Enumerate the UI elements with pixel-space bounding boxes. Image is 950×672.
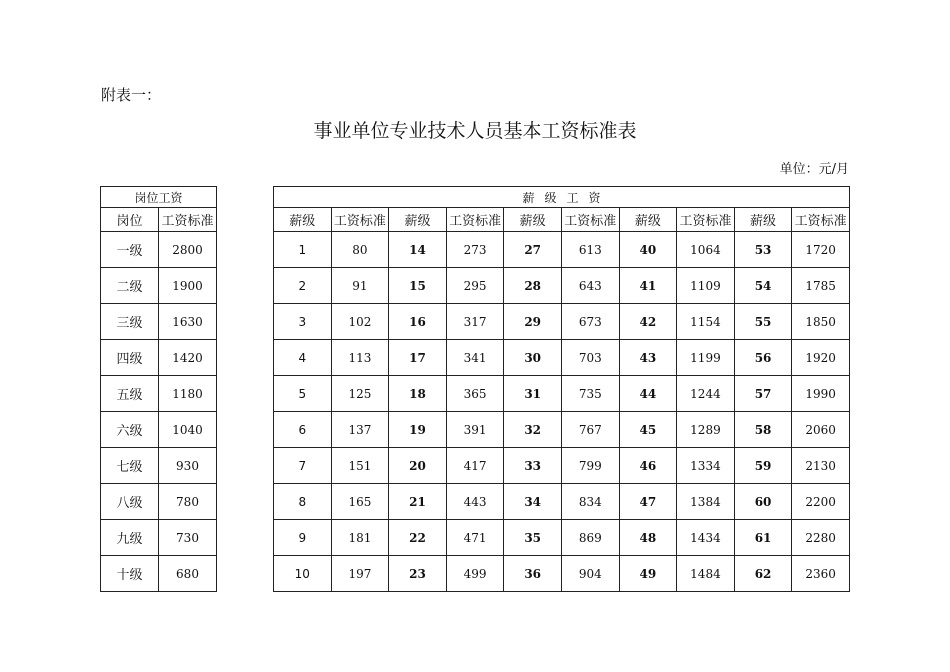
grade-salary-cell: 1484 bbox=[677, 556, 735, 592]
table-row bbox=[274, 412, 850, 448]
grade-cell: 57 bbox=[734, 376, 792, 412]
unit-note: 单位：元/月 bbox=[779, 162, 849, 177]
column-header-standard: 工资标准 bbox=[446, 208, 504, 232]
table-row bbox=[101, 304, 217, 340]
grade-salary-cell: 2280 bbox=[792, 520, 850, 556]
table-row bbox=[101, 520, 217, 556]
grade-salary-cell: 834 bbox=[561, 484, 619, 520]
table-row bbox=[274, 304, 850, 340]
grade-cell: 4 bbox=[274, 340, 332, 376]
table-row bbox=[274, 520, 850, 556]
post-level-cell: 三级 bbox=[101, 304, 159, 340]
grade-salary-cell: 273 bbox=[446, 232, 504, 268]
column-header-standard: 工资标准 bbox=[331, 208, 389, 232]
grade-salary-cell: 1384 bbox=[677, 484, 735, 520]
grade-salary-cell: 165 bbox=[331, 484, 389, 520]
grade-cell: 8 bbox=[274, 484, 332, 520]
column-header-standard: 工资标准 bbox=[677, 208, 735, 232]
grade-cell: 15 bbox=[389, 268, 447, 304]
post-level-cell: 十级 bbox=[101, 556, 159, 592]
grade-cell: 6 bbox=[274, 412, 332, 448]
grade-cell: 42 bbox=[619, 304, 677, 340]
grade-cell: 60 bbox=[734, 484, 792, 520]
grade-cell: 33 bbox=[504, 448, 562, 484]
grade-salary-cell: 1289 bbox=[677, 412, 735, 448]
grade-salary-cell: 125 bbox=[331, 376, 389, 412]
grade-cell: 46 bbox=[619, 448, 677, 484]
table-row bbox=[274, 340, 850, 376]
grade-cell: 31 bbox=[504, 376, 562, 412]
post-group-header: 岗位工资 bbox=[101, 187, 217, 208]
grade-salary-cell: 1434 bbox=[677, 520, 735, 556]
table-row bbox=[274, 376, 850, 412]
grade-salary-cell: 2360 bbox=[792, 556, 850, 592]
grade-salary-cell: 1154 bbox=[677, 304, 735, 340]
column-header-standard: 工资标准 bbox=[561, 208, 619, 232]
table-row bbox=[101, 448, 217, 484]
grade-salary-cell: 417 bbox=[446, 448, 504, 484]
grade-salary-cell: 2130 bbox=[792, 448, 850, 484]
grade-salary-cell: 1785 bbox=[792, 268, 850, 304]
grade-salary-cell: 1199 bbox=[677, 340, 735, 376]
grade-salary-cell: 499 bbox=[446, 556, 504, 592]
table-row bbox=[101, 376, 217, 412]
grade-cell: 30 bbox=[504, 340, 562, 376]
post-salary-cell: 2800 bbox=[159, 232, 217, 268]
post-level-cell: 七级 bbox=[101, 448, 159, 484]
column-header-standard: 工资标准 bbox=[159, 208, 217, 232]
column-header-grade: 薪级 bbox=[504, 208, 562, 232]
grade-cell: 5 bbox=[274, 376, 332, 412]
column-header-post: 岗位 bbox=[101, 208, 159, 232]
table-row bbox=[101, 268, 217, 304]
grade-salary-cell: 341 bbox=[446, 340, 504, 376]
grade-salary-cell: 869 bbox=[561, 520, 619, 556]
grade-cell: 17 bbox=[389, 340, 447, 376]
grade-cell: 35 bbox=[504, 520, 562, 556]
column-header-grade: 薪级 bbox=[619, 208, 677, 232]
table-row bbox=[101, 484, 217, 520]
grade-salary-cell: 799 bbox=[561, 448, 619, 484]
post-level-cell: 九级 bbox=[101, 520, 159, 556]
post-salary-cell: 1180 bbox=[159, 376, 217, 412]
grade-cell: 7 bbox=[274, 448, 332, 484]
post-level-cell: 五级 bbox=[101, 376, 159, 412]
table-row bbox=[101, 556, 217, 592]
grade-salary-cell: 904 bbox=[561, 556, 619, 592]
post-level-cell: 一级 bbox=[101, 232, 159, 268]
grade-cell: 23 bbox=[389, 556, 447, 592]
grade-salary-cell: 1064 bbox=[677, 232, 735, 268]
table-row bbox=[101, 340, 217, 376]
grade-cell: 9 bbox=[274, 520, 332, 556]
grade-salary-cell: 767 bbox=[561, 412, 619, 448]
grade-cell: 40 bbox=[619, 232, 677, 268]
grade-salary-cell: 1990 bbox=[792, 376, 850, 412]
grade-salary-cell: 151 bbox=[331, 448, 389, 484]
post-level-cell: 六级 bbox=[101, 412, 159, 448]
grade-salary-cell: 1850 bbox=[792, 304, 850, 340]
grade-salary-cell: 735 bbox=[561, 376, 619, 412]
grade-salary-cell: 102 bbox=[331, 304, 389, 340]
grade-salary-cell: 443 bbox=[446, 484, 504, 520]
grade-cell: 10 bbox=[274, 556, 332, 592]
grade-cell: 22 bbox=[389, 520, 447, 556]
grade-salary-cell: 1720 bbox=[792, 232, 850, 268]
grade-cell: 56 bbox=[734, 340, 792, 376]
grade-salary-cell: 703 bbox=[561, 340, 619, 376]
grade-cell: 44 bbox=[619, 376, 677, 412]
figure-label: 附表一： bbox=[101, 86, 162, 104]
grade-salary-cell: 113 bbox=[331, 340, 389, 376]
grade-salary-cell: 673 bbox=[561, 304, 619, 340]
post-level-cell: 二级 bbox=[101, 268, 159, 304]
grade-salary-cell: 2060 bbox=[792, 412, 850, 448]
grade-salary-cell: 2200 bbox=[792, 484, 850, 520]
post-salary-cell: 780 bbox=[159, 484, 217, 520]
table-row bbox=[274, 232, 850, 268]
grade-cell: 41 bbox=[619, 268, 677, 304]
grade-salary-cell: 1920 bbox=[792, 340, 850, 376]
table-row bbox=[101, 412, 217, 448]
grade-cell: 47 bbox=[619, 484, 677, 520]
post-salary-cell: 1040 bbox=[159, 412, 217, 448]
grade-cell: 21 bbox=[389, 484, 447, 520]
grade-cell: 18 bbox=[389, 376, 447, 412]
grade-cell: 19 bbox=[389, 412, 447, 448]
grade-cell: 53 bbox=[734, 232, 792, 268]
post-level-cell: 八级 bbox=[101, 484, 159, 520]
grade-cell: 54 bbox=[734, 268, 792, 304]
salary-group-header: 薪级工资 bbox=[274, 187, 850, 208]
grade-cell: 61 bbox=[734, 520, 792, 556]
post-salary-cell: 680 bbox=[159, 556, 217, 592]
post-salary-cell: 930 bbox=[159, 448, 217, 484]
grade-cell: 20 bbox=[389, 448, 447, 484]
page-title: 事业单位专业技术人员基本工资标准表 bbox=[313, 120, 637, 142]
grade-salary-cell: 137 bbox=[331, 412, 389, 448]
grade-cell: 3 bbox=[274, 304, 332, 340]
post-salary-cell: 1900 bbox=[159, 268, 217, 304]
column-header-standard: 工资标准 bbox=[792, 208, 850, 232]
grade-salary-cell: 295 bbox=[446, 268, 504, 304]
grade-salary-cell: 197 bbox=[331, 556, 389, 592]
grade-salary-cell: 391 bbox=[446, 412, 504, 448]
grade-cell: 1 bbox=[274, 232, 332, 268]
grade-salary-table bbox=[273, 186, 850, 592]
grade-salary-cell: 471 bbox=[446, 520, 504, 556]
post-salary-cell: 1630 bbox=[159, 304, 217, 340]
table-row bbox=[274, 556, 850, 592]
grade-cell: 58 bbox=[734, 412, 792, 448]
grade-salary-cell: 613 bbox=[561, 232, 619, 268]
grade-cell: 16 bbox=[389, 304, 447, 340]
grade-cell: 36 bbox=[504, 556, 562, 592]
grade-salary-cell: 181 bbox=[331, 520, 389, 556]
grade-cell: 49 bbox=[619, 556, 677, 592]
grade-cell: 2 bbox=[274, 268, 332, 304]
column-header-grade: 薪级 bbox=[734, 208, 792, 232]
grade-salary-cell: 1109 bbox=[677, 268, 735, 304]
grade-salary-cell: 317 bbox=[446, 304, 504, 340]
table-row bbox=[274, 484, 850, 520]
grade-cell: 48 bbox=[619, 520, 677, 556]
grade-cell: 34 bbox=[504, 484, 562, 520]
post-salary-cell: 730 bbox=[159, 520, 217, 556]
grade-cell: 62 bbox=[734, 556, 792, 592]
grade-cell: 27 bbox=[504, 232, 562, 268]
grade-salary-cell: 91 bbox=[331, 268, 389, 304]
grade-cell: 28 bbox=[504, 268, 562, 304]
grade-cell: 45 bbox=[619, 412, 677, 448]
grade-cell: 43 bbox=[619, 340, 677, 376]
grade-salary-cell: 643 bbox=[561, 268, 619, 304]
grade-cell: 32 bbox=[504, 412, 562, 448]
table-row bbox=[274, 268, 850, 304]
grade-cell: 59 bbox=[734, 448, 792, 484]
post-level-cell: 四级 bbox=[101, 340, 159, 376]
grade-salary-cell: 365 bbox=[446, 376, 504, 412]
grade-cell: 29 bbox=[504, 304, 562, 340]
grade-salary-cell: 80 bbox=[331, 232, 389, 268]
table-row bbox=[274, 448, 850, 484]
post-salary-table bbox=[100, 186, 217, 592]
column-header-grade: 薪级 bbox=[274, 208, 332, 232]
grade-cell: 55 bbox=[734, 304, 792, 340]
grade-cell: 14 bbox=[389, 232, 447, 268]
table-row bbox=[101, 232, 217, 268]
grade-salary-cell: 1244 bbox=[677, 376, 735, 412]
post-salary-cell: 1420 bbox=[159, 340, 217, 376]
column-header-grade: 薪级 bbox=[389, 208, 447, 232]
grade-salary-cell: 1334 bbox=[677, 448, 735, 484]
